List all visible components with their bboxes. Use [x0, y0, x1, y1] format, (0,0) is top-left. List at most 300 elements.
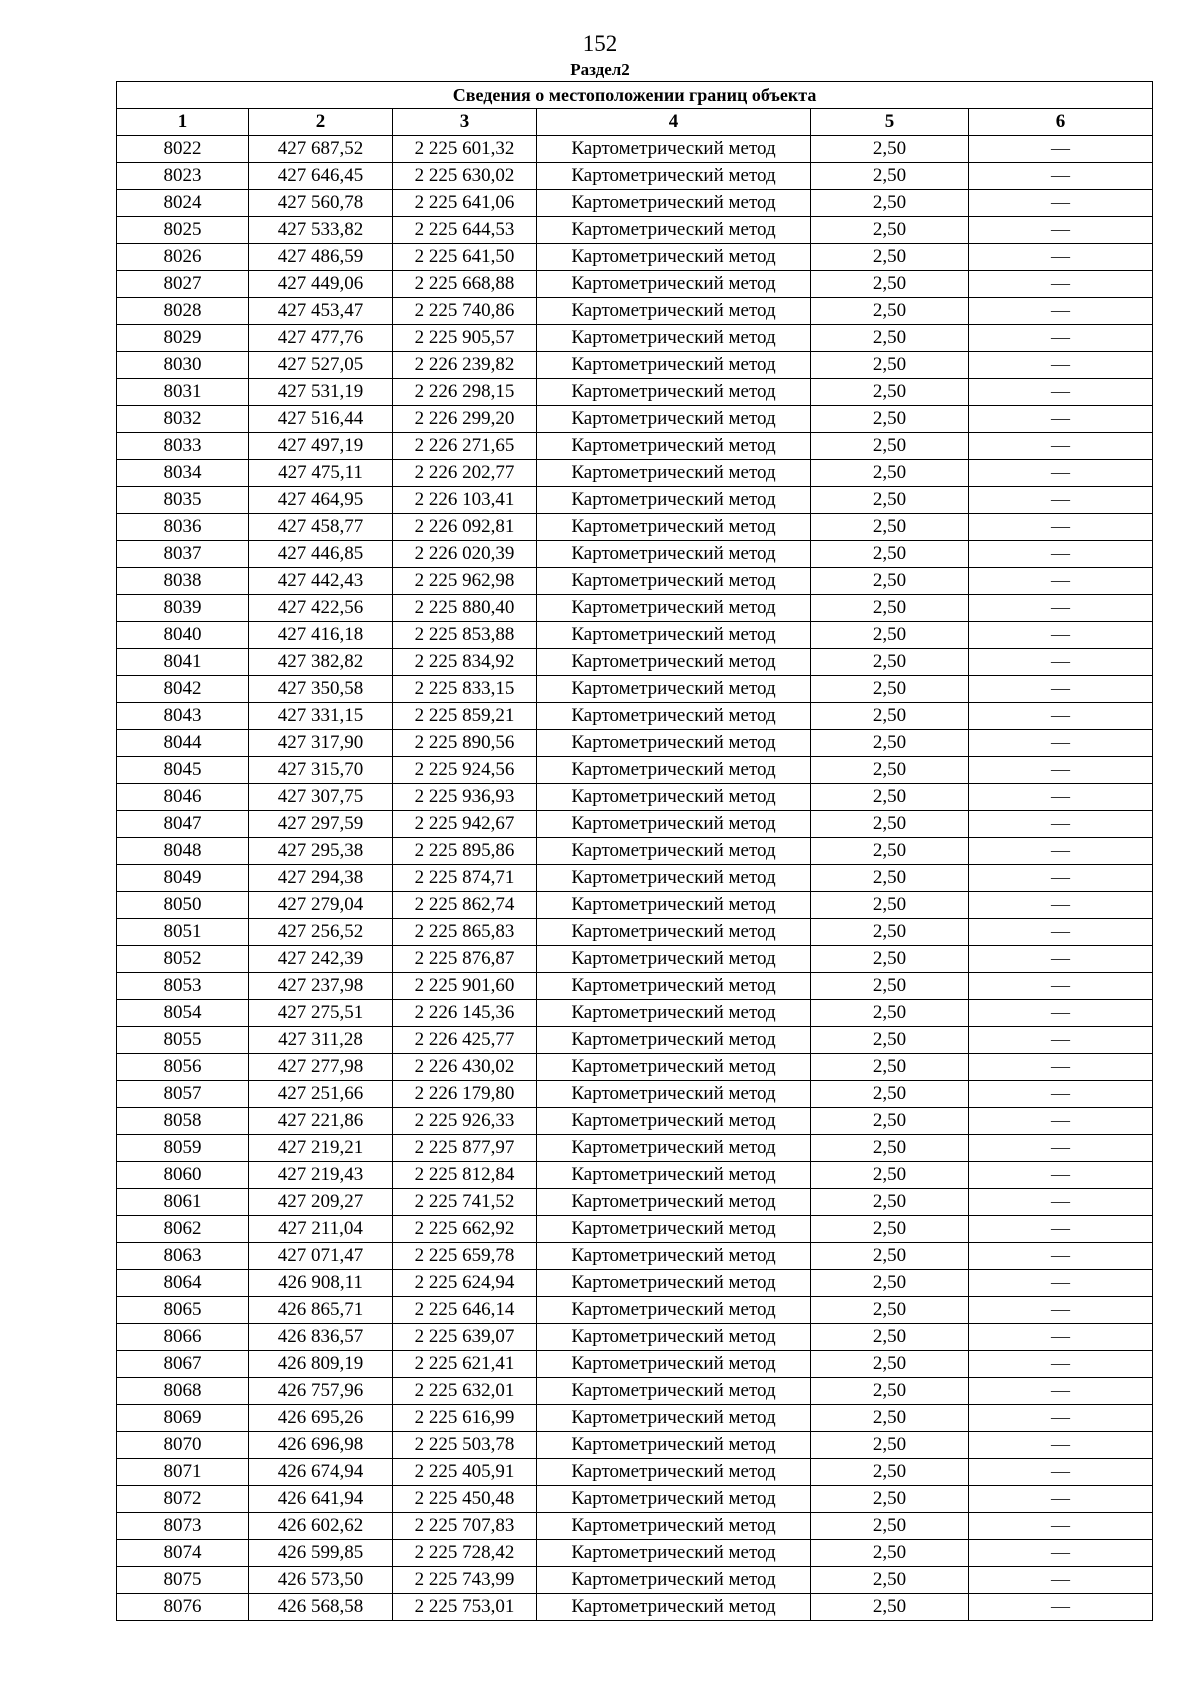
accuracy-cell: 2,50	[811, 1081, 969, 1108]
description-cell: —	[969, 622, 1153, 649]
point-number-cell: 8068	[117, 1378, 249, 1405]
description-cell: —	[969, 730, 1153, 757]
method-cell: Картометрический метод	[537, 1027, 811, 1054]
accuracy-cell: 2,50	[811, 325, 969, 352]
table-row	[117, 919, 1153, 946]
method-cell: Картометрический метод	[537, 379, 811, 406]
method-cell: Картометрический метод	[537, 1162, 811, 1189]
x-coordinate-cell: 427 275,51	[249, 1000, 393, 1027]
x-coordinate-cell: 427 497,19	[249, 433, 393, 460]
accuracy-cell: 2,50	[811, 1000, 969, 1027]
method-cell: Картометрический метод	[537, 352, 811, 379]
point-number-cell: 8051	[117, 919, 249, 946]
table-row	[117, 568, 1153, 595]
description-cell: —	[969, 649, 1153, 676]
point-number-cell: 8049	[117, 865, 249, 892]
column-number: 1	[117, 109, 249, 136]
accuracy-cell: 2,50	[811, 244, 969, 271]
x-coordinate-cell: 427 317,90	[249, 730, 393, 757]
table-row	[117, 757, 1153, 784]
point-number-cell: 8035	[117, 487, 249, 514]
x-coordinate-cell: 427 297,59	[249, 811, 393, 838]
y-coordinate-cell: 2 226 179,80	[393, 1081, 537, 1108]
accuracy-cell: 2,50	[811, 1324, 969, 1351]
point-number-cell: 8037	[117, 541, 249, 568]
point-number-cell: 8044	[117, 730, 249, 757]
y-coordinate-cell: 2 225 639,07	[393, 1324, 537, 1351]
method-cell: Картометрический метод	[537, 217, 811, 244]
method-cell: Картометрический метод	[537, 1243, 811, 1270]
table-row	[117, 784, 1153, 811]
accuracy-cell: 2,50	[811, 1054, 969, 1081]
accuracy-cell: 2,50	[811, 1162, 969, 1189]
x-coordinate-cell: 427 422,56	[249, 595, 393, 622]
column-number: 4	[537, 109, 811, 136]
y-coordinate-cell: 2 225 662,92	[393, 1216, 537, 1243]
x-coordinate-cell: 427 071,47	[249, 1243, 393, 1270]
point-number-cell: 8033	[117, 433, 249, 460]
table-row	[117, 838, 1153, 865]
method-cell: Картометрический метод	[537, 1432, 811, 1459]
description-cell: —	[969, 487, 1153, 514]
point-number-cell: 8062	[117, 1216, 249, 1243]
accuracy-cell: 2,50	[811, 1351, 969, 1378]
table-row	[117, 514, 1153, 541]
point-number-cell: 8031	[117, 379, 249, 406]
column-number: 3	[393, 109, 537, 136]
y-coordinate-cell: 2 225 630,02	[393, 163, 537, 190]
accuracy-cell: 2,50	[811, 1432, 969, 1459]
accuracy-cell: 2,50	[811, 784, 969, 811]
y-coordinate-cell: 2 225 728,42	[393, 1540, 537, 1567]
point-number-cell: 8043	[117, 703, 249, 730]
table-row	[117, 1351, 1153, 1378]
x-coordinate-cell: 426 695,26	[249, 1405, 393, 1432]
method-cell: Картометрический метод	[537, 1324, 811, 1351]
point-number-cell: 8045	[117, 757, 249, 784]
table-row	[117, 811, 1153, 838]
y-coordinate-cell: 2 225 641,50	[393, 244, 537, 271]
y-coordinate-cell: 2 225 833,15	[393, 676, 537, 703]
table-row	[117, 1432, 1153, 1459]
table-row	[117, 1378, 1153, 1405]
point-number-cell: 8022	[117, 136, 249, 163]
x-coordinate-cell: 427 533,82	[249, 217, 393, 244]
point-number-cell: 8030	[117, 352, 249, 379]
y-coordinate-cell: 2 225 659,78	[393, 1243, 537, 1270]
point-number-cell: 8026	[117, 244, 249, 271]
y-coordinate-cell: 2 225 890,56	[393, 730, 537, 757]
method-cell: Картометрический метод	[537, 514, 811, 541]
y-coordinate-cell: 2 226 092,81	[393, 514, 537, 541]
x-coordinate-cell: 427 279,04	[249, 892, 393, 919]
y-coordinate-cell: 2 225 601,32	[393, 136, 537, 163]
table-row	[117, 865, 1153, 892]
description-cell: —	[969, 1081, 1153, 1108]
method-cell: Картометрический метод	[537, 406, 811, 433]
accuracy-cell: 2,50	[811, 757, 969, 784]
y-coordinate-cell: 2 225 962,98	[393, 568, 537, 595]
y-coordinate-cell: 2 226 298,15	[393, 379, 537, 406]
point-number-cell: 8056	[117, 1054, 249, 1081]
point-number-cell: 8041	[117, 649, 249, 676]
description-cell: —	[969, 1216, 1153, 1243]
y-coordinate-cell: 2 225 741,52	[393, 1189, 537, 1216]
y-coordinate-cell: 2 225 853,88	[393, 622, 537, 649]
table-row	[117, 1297, 1153, 1324]
point-number-cell: 8064	[117, 1270, 249, 1297]
accuracy-cell: 2,50	[811, 1297, 969, 1324]
description-cell: —	[969, 460, 1153, 487]
description-cell: —	[969, 1054, 1153, 1081]
x-coordinate-cell: 427 475,11	[249, 460, 393, 487]
y-coordinate-cell: 2 225 646,14	[393, 1297, 537, 1324]
table-row	[117, 1162, 1153, 1189]
x-coordinate-cell: 427 219,21	[249, 1135, 393, 1162]
method-cell: Картометрический метод	[537, 1081, 811, 1108]
accuracy-cell: 2,50	[811, 1243, 969, 1270]
y-coordinate-cell: 2 225 616,99	[393, 1405, 537, 1432]
method-cell: Картометрический метод	[537, 271, 811, 298]
table-row	[117, 379, 1153, 406]
accuracy-cell: 2,50	[811, 811, 969, 838]
y-coordinate-cell: 2 225 880,40	[393, 595, 537, 622]
description-cell: —	[969, 1135, 1153, 1162]
accuracy-cell: 2,50	[811, 379, 969, 406]
description-cell: —	[969, 865, 1153, 892]
x-coordinate-cell: 427 442,43	[249, 568, 393, 595]
point-number-cell: 8069	[117, 1405, 249, 1432]
point-number-cell: 8050	[117, 892, 249, 919]
point-number-cell: 8061	[117, 1189, 249, 1216]
table-row	[117, 541, 1153, 568]
accuracy-cell: 2,50	[811, 838, 969, 865]
y-coordinate-cell: 2 225 905,57	[393, 325, 537, 352]
description-cell: —	[969, 514, 1153, 541]
point-number-cell: 8027	[117, 271, 249, 298]
x-coordinate-cell: 427 453,47	[249, 298, 393, 325]
method-cell: Картометрический метод	[537, 1216, 811, 1243]
y-coordinate-cell: 2 225 926,33	[393, 1108, 537, 1135]
accuracy-cell: 2,50	[811, 433, 969, 460]
description-cell: —	[969, 1351, 1153, 1378]
description-cell: —	[969, 1486, 1153, 1513]
column-number: 6	[969, 109, 1153, 136]
table-row	[117, 1216, 1153, 1243]
method-cell: Картометрический метод	[537, 973, 811, 1000]
accuracy-cell: 2,50	[811, 1216, 969, 1243]
accuracy-cell: 2,50	[811, 217, 969, 244]
table-row	[117, 1540, 1153, 1567]
method-cell: Картометрический метод	[537, 1000, 811, 1027]
y-coordinate-cell: 2 226 430,02	[393, 1054, 537, 1081]
x-coordinate-cell: 427 315,70	[249, 757, 393, 784]
x-coordinate-cell: 427 464,95	[249, 487, 393, 514]
point-number-cell: 8038	[117, 568, 249, 595]
y-coordinate-cell: 2 225 876,87	[393, 946, 537, 973]
accuracy-cell: 2,50	[811, 514, 969, 541]
y-coordinate-cell: 2 225 743,99	[393, 1567, 537, 1594]
description-cell: —	[969, 811, 1153, 838]
table-row	[117, 595, 1153, 622]
table-row	[117, 1459, 1153, 1486]
method-cell: Картометрический метод	[537, 1405, 811, 1432]
table-row	[117, 1027, 1153, 1054]
point-number-cell: 8032	[117, 406, 249, 433]
point-number-cell: 8071	[117, 1459, 249, 1486]
table-row	[117, 730, 1153, 757]
table-row	[117, 325, 1153, 352]
description-cell: —	[969, 325, 1153, 352]
x-coordinate-cell: 427 251,66	[249, 1081, 393, 1108]
y-coordinate-cell: 2 226 202,77	[393, 460, 537, 487]
accuracy-cell: 2,50	[811, 460, 969, 487]
x-coordinate-cell: 426 674,94	[249, 1459, 393, 1486]
description-cell: —	[969, 838, 1153, 865]
section-label: Раздел2	[570, 60, 630, 79]
point-number-cell: 8036	[117, 514, 249, 541]
accuracy-cell: 2,50	[811, 541, 969, 568]
method-cell: Картометрический метод	[537, 298, 811, 325]
x-coordinate-cell: 427 277,98	[249, 1054, 393, 1081]
description-cell: —	[969, 784, 1153, 811]
method-cell: Картометрический метод	[537, 946, 811, 973]
accuracy-cell: 2,50	[811, 1459, 969, 1486]
accuracy-cell: 2,50	[811, 919, 969, 946]
x-coordinate-cell: 427 416,18	[249, 622, 393, 649]
accuracy-cell: 2,50	[811, 1405, 969, 1432]
column-number: 2	[249, 109, 393, 136]
table-row	[117, 1243, 1153, 1270]
table-row	[117, 1000, 1153, 1027]
table-row	[117, 487, 1153, 514]
method-cell: Картометрический метод	[537, 1594, 811, 1621]
method-cell: Картометрический метод	[537, 1108, 811, 1135]
x-coordinate-cell: 427 458,77	[249, 514, 393, 541]
y-coordinate-cell: 2 225 942,67	[393, 811, 537, 838]
x-coordinate-cell: 426 599,85	[249, 1540, 393, 1567]
description-cell: —	[969, 757, 1153, 784]
x-coordinate-cell: 427 486,59	[249, 244, 393, 271]
table-row	[117, 1108, 1153, 1135]
y-coordinate-cell: 2 225 668,88	[393, 271, 537, 298]
table-row	[117, 1594, 1153, 1621]
point-number-cell: 8055	[117, 1027, 249, 1054]
point-number-cell: 8039	[117, 595, 249, 622]
table-row	[117, 649, 1153, 676]
method-cell: Картометрический метод	[537, 1297, 811, 1324]
x-coordinate-cell: 426 908,11	[249, 1270, 393, 1297]
x-coordinate-cell: 426 573,50	[249, 1567, 393, 1594]
method-cell: Картометрический метод	[537, 190, 811, 217]
method-cell: Картометрический метод	[537, 1135, 811, 1162]
method-cell: Картометрический метод	[537, 1567, 811, 1594]
accuracy-cell: 2,50	[811, 487, 969, 514]
x-coordinate-cell: 427 382,82	[249, 649, 393, 676]
method-cell: Картометрический метод	[537, 1378, 811, 1405]
point-number-cell: 8052	[117, 946, 249, 973]
accuracy-cell: 2,50	[811, 1378, 969, 1405]
x-coordinate-cell: 427 294,38	[249, 865, 393, 892]
table-row	[117, 1405, 1153, 1432]
method-cell: Картометрический метод	[537, 703, 811, 730]
y-coordinate-cell: 2 225 740,86	[393, 298, 537, 325]
accuracy-cell: 2,50	[811, 865, 969, 892]
accuracy-cell: 2,50	[811, 946, 969, 973]
table-body	[117, 136, 1153, 1621]
description-cell: —	[969, 1432, 1153, 1459]
x-coordinate-cell: 427 449,06	[249, 271, 393, 298]
table-row	[117, 676, 1153, 703]
method-cell: Картометрический метод	[537, 568, 811, 595]
table-row	[117, 1135, 1153, 1162]
y-coordinate-cell: 2 225 450,48	[393, 1486, 537, 1513]
x-coordinate-cell: 426 757,96	[249, 1378, 393, 1405]
accuracy-cell: 2,50	[811, 1486, 969, 1513]
description-cell: —	[969, 1567, 1153, 1594]
page-number: 152	[582, 31, 618, 56]
table-row	[117, 1513, 1153, 1540]
y-coordinate-cell: 2 225 624,94	[393, 1270, 537, 1297]
table-row	[117, 298, 1153, 325]
description-cell: —	[969, 1405, 1153, 1432]
point-number-cell: 8070	[117, 1432, 249, 1459]
y-coordinate-cell: 2 226 271,65	[393, 433, 537, 460]
y-coordinate-cell: 2 226 299,20	[393, 406, 537, 433]
point-number-cell: 8060	[117, 1162, 249, 1189]
accuracy-cell: 2,50	[811, 1108, 969, 1135]
table-row	[117, 460, 1153, 487]
y-coordinate-cell: 2 226 239,82	[393, 352, 537, 379]
y-coordinate-cell: 2 225 641,06	[393, 190, 537, 217]
x-coordinate-cell: 426 568,58	[249, 1594, 393, 1621]
column-number: 5	[811, 109, 969, 136]
description-cell: —	[969, 1378, 1153, 1405]
point-number-cell: 8066	[117, 1324, 249, 1351]
description-cell: —	[969, 946, 1153, 973]
accuracy-cell: 2,50	[811, 190, 969, 217]
method-cell: Картометрический метод	[537, 892, 811, 919]
accuracy-cell: 2,50	[811, 163, 969, 190]
description-cell: —	[969, 298, 1153, 325]
description-cell: —	[969, 892, 1153, 919]
point-number-cell: 8059	[117, 1135, 249, 1162]
point-number-cell: 8040	[117, 622, 249, 649]
method-cell: Картометрический метод	[537, 865, 811, 892]
y-coordinate-cell: 2 225 632,01	[393, 1378, 537, 1405]
table-row	[117, 217, 1153, 244]
table-row	[117, 1189, 1153, 1216]
y-coordinate-cell: 2 225 895,86	[393, 838, 537, 865]
table-title: Сведения о местоположении границ объекта	[117, 82, 1153, 109]
point-number-cell: 8058	[117, 1108, 249, 1135]
method-cell: Картометрический метод	[537, 676, 811, 703]
description-cell: —	[969, 217, 1153, 244]
x-coordinate-cell: 427 477,76	[249, 325, 393, 352]
accuracy-cell: 2,50	[811, 595, 969, 622]
description-cell: —	[969, 973, 1153, 1000]
y-coordinate-cell: 2 226 145,36	[393, 1000, 537, 1027]
x-coordinate-cell: 427 646,45	[249, 163, 393, 190]
x-coordinate-cell: 427 687,52	[249, 136, 393, 163]
accuracy-cell: 2,50	[811, 676, 969, 703]
description-cell: —	[969, 244, 1153, 271]
table-title-row	[117, 82, 1153, 109]
description-cell: —	[969, 1162, 1153, 1189]
x-coordinate-cell: 427 560,78	[249, 190, 393, 217]
coordinates-table	[116, 81, 1153, 1621]
description-cell: —	[969, 676, 1153, 703]
point-number-cell: 8042	[117, 676, 249, 703]
method-cell: Картометрический метод	[537, 595, 811, 622]
x-coordinate-cell: 427 531,19	[249, 379, 393, 406]
accuracy-cell: 2,50	[811, 1189, 969, 1216]
method-cell: Картометрический метод	[537, 1189, 811, 1216]
point-number-cell: 8034	[117, 460, 249, 487]
description-cell: —	[969, 433, 1153, 460]
method-cell: Картометрический метод	[537, 1054, 811, 1081]
y-coordinate-cell: 2 226 425,77	[393, 1027, 537, 1054]
y-coordinate-cell: 2 226 020,39	[393, 541, 537, 568]
table-row	[117, 352, 1153, 379]
table-row	[117, 1324, 1153, 1351]
description-cell: —	[969, 190, 1153, 217]
x-coordinate-cell: 427 221,86	[249, 1108, 393, 1135]
description-cell: —	[969, 1297, 1153, 1324]
description-cell: —	[969, 352, 1153, 379]
method-cell: Картометрический метод	[537, 541, 811, 568]
method-cell: Картометрический метод	[537, 1351, 811, 1378]
method-cell: Картометрический метод	[537, 1540, 811, 1567]
y-coordinate-cell: 2 225 812,84	[393, 1162, 537, 1189]
y-coordinate-cell: 2 225 924,56	[393, 757, 537, 784]
accuracy-cell: 2,50	[811, 352, 969, 379]
method-cell: Картометрический метод	[537, 784, 811, 811]
description-cell: —	[969, 1540, 1153, 1567]
point-number-cell: 8048	[117, 838, 249, 865]
accuracy-cell: 2,50	[811, 1540, 969, 1567]
accuracy-cell: 2,50	[811, 973, 969, 1000]
table-row	[117, 622, 1153, 649]
accuracy-cell: 2,50	[811, 1027, 969, 1054]
description-cell: —	[969, 568, 1153, 595]
description-cell: —	[969, 1270, 1153, 1297]
y-coordinate-cell: 2 225 865,83	[393, 919, 537, 946]
table-row	[117, 271, 1153, 298]
table-row	[117, 136, 1153, 163]
point-number-cell: 8054	[117, 1000, 249, 1027]
accuracy-cell: 2,50	[811, 1513, 969, 1540]
x-coordinate-cell: 427 209,27	[249, 1189, 393, 1216]
x-coordinate-cell: 427 211,04	[249, 1216, 393, 1243]
description-cell: —	[969, 1513, 1153, 1540]
x-coordinate-cell: 426 641,94	[249, 1486, 393, 1513]
x-coordinate-cell: 426 836,57	[249, 1324, 393, 1351]
accuracy-cell: 2,50	[811, 1567, 969, 1594]
x-coordinate-cell: 427 256,52	[249, 919, 393, 946]
accuracy-cell: 2,50	[811, 703, 969, 730]
table-row	[117, 703, 1153, 730]
method-cell: Картометрический метод	[537, 919, 811, 946]
table-row	[117, 1081, 1153, 1108]
point-number-cell: 8065	[117, 1297, 249, 1324]
table-row	[117, 163, 1153, 190]
point-number-cell: 8057	[117, 1081, 249, 1108]
description-cell: —	[969, 136, 1153, 163]
x-coordinate-cell: 427 311,28	[249, 1027, 393, 1054]
method-cell: Картометрический метод	[537, 433, 811, 460]
y-coordinate-cell: 2 225 936,93	[393, 784, 537, 811]
